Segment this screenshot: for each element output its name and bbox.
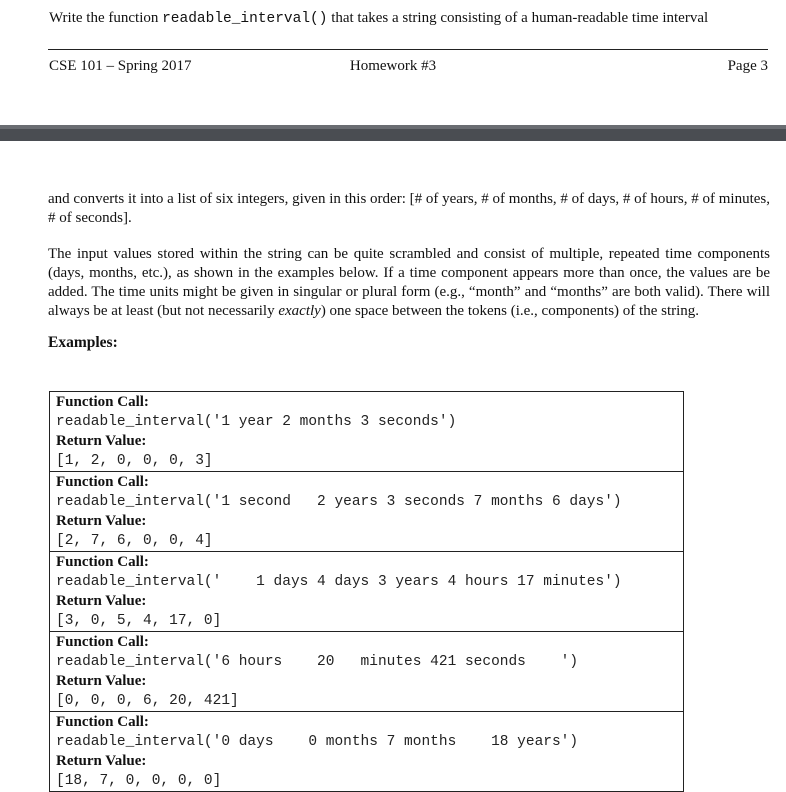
- return-value-label: Return Value:: [56, 753, 147, 769]
- previous-text-prefix: Write the function: [49, 10, 163, 26]
- example-block: [50, 472, 683, 552]
- function-call-code: readable_interval('0 days 0 months 7 months 18 years'): [56, 733, 579, 750]
- paragraph-2-part1: The input values stored within the string can be quite scrambled and consist of multiple, repeated time components (days, months, etc.), as shown in the examples below. If a time component appears more than once, the values are be added. The time units might be given in singular or plural form (e.g., “month” and “months” are both valid). There will always be at least (but not necessarily: [48, 246, 770, 319]
- function-call-label: Function Call:: [56, 554, 149, 570]
- paragraph-1: and converts it into a list of six integers, given in this order: [# of years, # of months, # of days, # of hours, # of minutes, # of seconds].: [48, 191, 770, 226]
- return-value-code: [2, 7, 6, 0, 0, 4]: [56, 532, 213, 549]
- function-call-label: Function Call:: [56, 634, 149, 650]
- function-call-code: readable_interval(' 1 days 4 days 3 years 4 hours 17 minutes'): [56, 573, 622, 590]
- page-content: [48, 190, 770, 366]
- page-gap-edge: [0, 125, 786, 129]
- return-value-label: Return Value:: [56, 433, 147, 449]
- return-value-code: [3, 0, 5, 4, 17, 0]: [56, 612, 222, 629]
- function-call-label: Function Call:: [56, 474, 149, 490]
- paragraph-2-emphasis: exactly: [278, 303, 321, 319]
- examples-table: [49, 391, 684, 792]
- header-assignment: Homework #3: [349, 58, 437, 74]
- header-course: CSE 101 – Spring 2017: [49, 58, 192, 74]
- function-call-code: readable_interval('6 hours 20 minutes 421 seconds '): [56, 653, 579, 670]
- return-value-code: [18, 7, 0, 0, 0, 0]: [56, 772, 222, 789]
- examples-heading: Examples:: [48, 334, 118, 351]
- previous-page-bottom: [0, 0, 786, 125]
- return-value-code: [1, 2, 0, 0, 0, 3]: [56, 452, 213, 469]
- function-call-label: Function Call:: [56, 714, 149, 730]
- previous-page-text: [49, 10, 708, 27]
- example-block: [50, 392, 683, 472]
- return-value-label: Return Value:: [56, 593, 147, 609]
- return-value-code: [0, 0, 0, 6, 20, 421]: [56, 692, 239, 709]
- return-value-label: Return Value:: [56, 513, 147, 529]
- function-call-label: Function Call:: [56, 394, 149, 410]
- example-block: [50, 632, 683, 712]
- header-rule: [48, 49, 768, 50]
- header-page-number: Page 3: [727, 58, 768, 74]
- return-value-label: Return Value:: [56, 673, 147, 689]
- function-call-code: readable_interval('1 year 2 months 3 seconds'): [56, 413, 457, 430]
- function-call-code: readable_interval('1 second 2 years 3 seconds 7 months 6 days'): [56, 493, 622, 510]
- previous-text-suffix: that takes a string consisting of a human-readable time interval: [327, 10, 709, 26]
- paragraph-2: [48, 245, 770, 321]
- previous-function-name: readable_interval(): [162, 11, 328, 27]
- example-block: [50, 552, 683, 632]
- example-block: [50, 712, 683, 792]
- paragraph-2-part2: ) one space between the tokens (i.e., components) of the string.: [320, 303, 700, 319]
